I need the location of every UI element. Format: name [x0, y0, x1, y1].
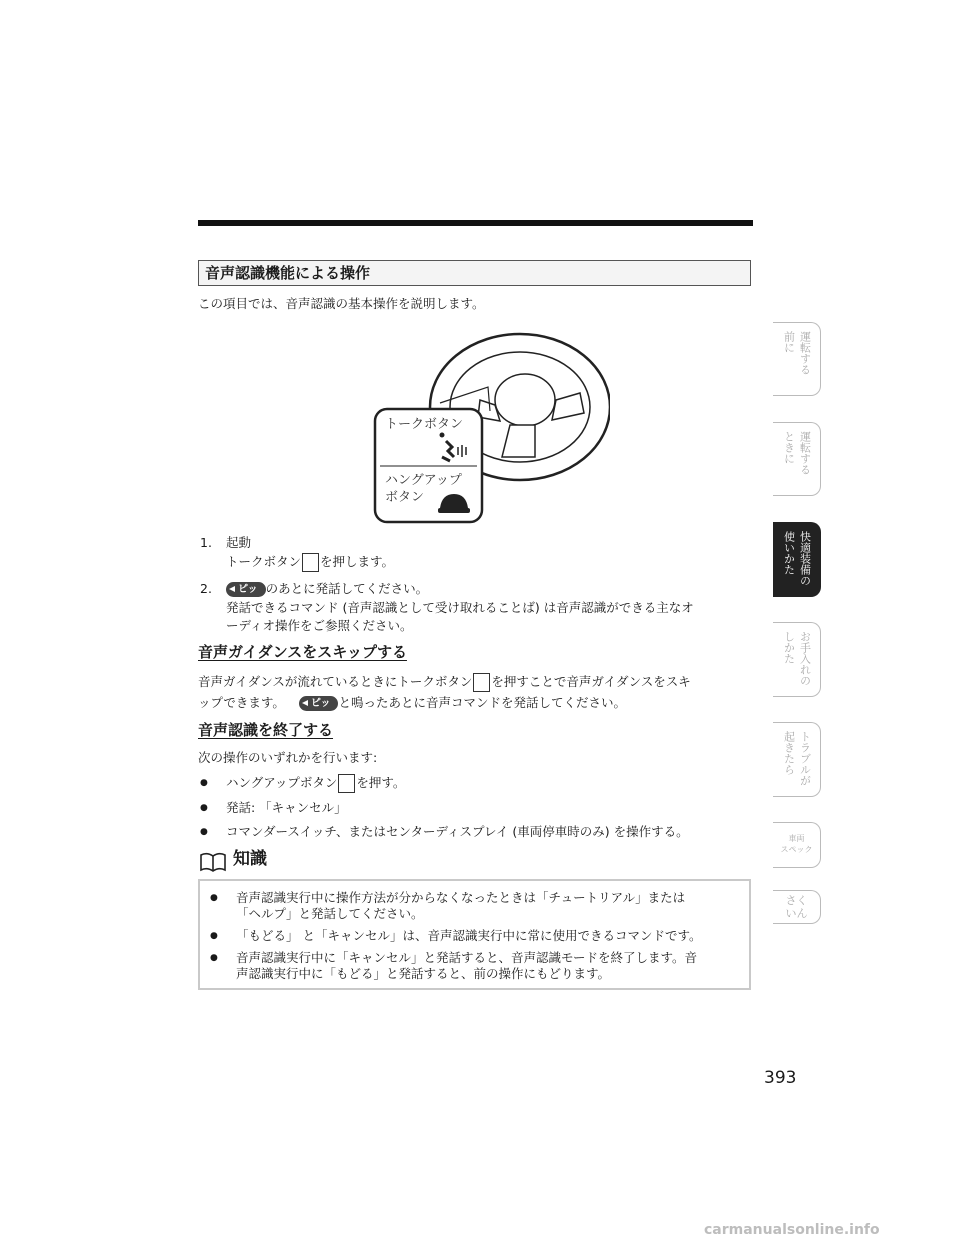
watermark: carmanualsonline.info [704, 1222, 880, 1238]
end-intro: 次の操作のいずれかを行います: [198, 750, 378, 765]
know-bullet3-line1: ● 音声認識実行中に「キャンセル」と発話すると、音声認識モードを終了します。音 [236, 948, 697, 967]
intro-text: この項目では、音声認識の基本操作を説明します。 [198, 296, 485, 311]
book-icon [199, 851, 227, 873]
tab-before-driving[interactable]: 運転する 前に [773, 322, 821, 396]
top-rule [198, 220, 753, 226]
step1-title: 起動 [226, 535, 252, 550]
page-number: 393 [764, 1068, 797, 1088]
tab-maintenance[interactable]: お手入れの しかた [773, 622, 821, 697]
know-bullet2: ● 「もどる」 と「キャンセル」は、音声認識実行中に常に使用できるコマンドです。 [236, 926, 701, 945]
skip-line1-a: 音声ガイダンスが流れているときにトークボタン [198, 674, 473, 689]
step1-text-b: を押します。 [320, 554, 395, 569]
step2-number: 2. [200, 581, 212, 596]
step2-line2: 発話できるコマンド (音声認識として受け取れることば) は音声認識ができる主なオ [226, 600, 694, 615]
hangup-button-icon [338, 774, 355, 793]
tab-troubleshooting[interactable]: トラブルが 起きたら [773, 722, 821, 797]
tab-comfort-features[interactable]: 快適装備の 使いかた [773, 522, 821, 597]
skip-line2-a: ップできます。 [198, 695, 285, 710]
end-bullet1-b: を押す。 [356, 775, 406, 790]
hangup-label-2: ボタン [385, 490, 425, 505]
beep-badge: ピッ [226, 582, 266, 597]
skip-heading: 音声ガイダンスをスキップする [198, 643, 407, 661]
know-bullet1-line1: ● 音声認識実行中に操作方法が分からなくなったときは「チュートリアル」または [236, 888, 685, 907]
talk-button-icon [473, 673, 490, 692]
tab-while-driving[interactable]: 運転する ときに [773, 422, 821, 496]
section-title: 音声認識機能による操作 [198, 260, 751, 286]
step1-text-a: トークボタン [226, 554, 302, 569]
end-bullet2: ● 発話: 「キャンセル」 [226, 798, 347, 817]
skip-line2-b: と鳴ったあとに音声コマンドを発話してください。 [338, 695, 626, 710]
talk-button-label: トークボタン [385, 417, 464, 432]
knowledge-title: 知識 [233, 849, 267, 869]
know-bullet3-line2: 声認識実行中に「もどる」と発話すると、前の操作にもどります。 [236, 966, 611, 981]
step2-line3: ーディオ操作をご参照ください。 [226, 618, 413, 633]
end-heading: 音声認識を終了する [198, 721, 334, 739]
step2-text: のあとに発話してください。 [265, 581, 429, 596]
talk-button-icon [302, 553, 319, 572]
know-bullet1-line2: 「ヘルプ」と発話してください。 [236, 906, 424, 921]
hangup-label-1: ハングアップ [385, 473, 462, 488]
end-bullet1-a: ハングアップボタン [226, 775, 338, 790]
beep-badge: ピッ [299, 696, 339, 711]
end-bullet3: ● コマンダースイッチ、またはセンターディスプレイ (車両停車時のみ) を操作する。 [226, 822, 689, 841]
step1-number: 1. [200, 535, 212, 550]
tab-specs[interactable]: 車両 スペック [773, 822, 821, 868]
tab-index[interactable]: さく いん [773, 890, 821, 924]
skip-line1-b: を押すことで音声ガイダンスをスキ [491, 674, 691, 689]
